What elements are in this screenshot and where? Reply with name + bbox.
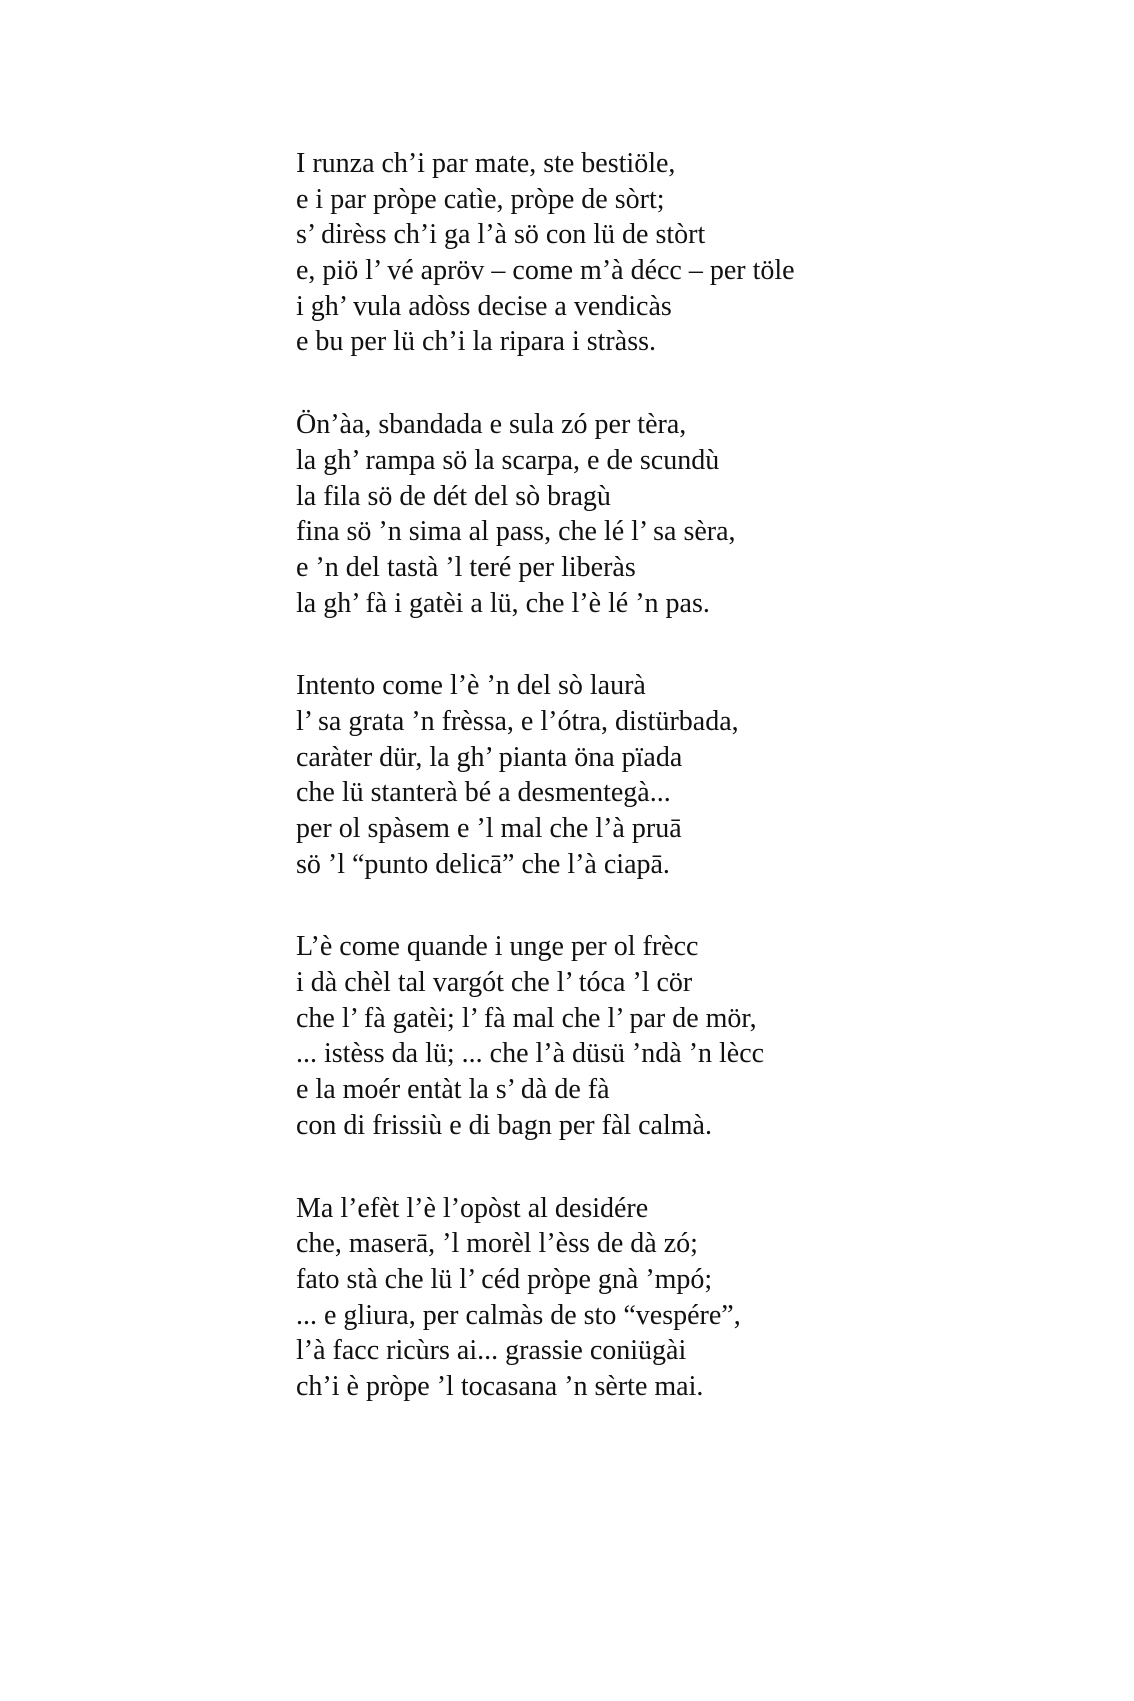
poem-line: e ’n del tastà ’l teré per liberàs bbox=[296, 551, 636, 583]
poem-line: Intento come l’è ’n del sò laurà bbox=[296, 670, 646, 702]
poem-line: s’ dirèss ch’i ga l’à sö con lü de stòrt bbox=[296, 219, 706, 251]
stanza-2 bbox=[296, 407, 1096, 621]
poem-line: ... istèss da lü; ... che l’à düsü ’ndà ’n lècc bbox=[296, 1038, 765, 1070]
poem-line: ... e gliura, per calmàs de sto “vespére”, bbox=[296, 1299, 741, 1331]
stanza-5 bbox=[296, 1191, 1096, 1405]
poem-line: e, piö l’ vé apröv – come m’à décc – per töle bbox=[296, 255, 795, 287]
poem-line: ch’i è pròpe ’l tocasana ’n sèrte mai. bbox=[296, 1370, 704, 1402]
poem-line: e la moér entàt la s’ dà de fà bbox=[296, 1074, 610, 1106]
poem-line: Ma l’efèt l’è l’opòst al desidére bbox=[296, 1192, 649, 1224]
poem-line: e i par pròpe catìe, pròpe de sòrt; bbox=[296, 183, 665, 215]
poem-line: I runza ch’i par mate, ste bestiöle, bbox=[296, 148, 676, 179]
stanza-3 bbox=[296, 668, 1096, 882]
stanza-1 bbox=[296, 146, 1096, 360]
stanza-4 bbox=[296, 929, 1096, 1143]
poem-line: che lü stanterà bé a desmentegà... bbox=[296, 777, 671, 809]
poem-line: i dà chèl tal vargót che l’ tóca ’l cör bbox=[296, 967, 693, 999]
poem-line: con di frissiù e di bagn per fàl calmà. bbox=[296, 1109, 712, 1141]
poem-line: sö ’l “punto delicā” che l’à ciapā. bbox=[296, 848, 670, 880]
poem-line: Ön’àa, sbandada e sula zó per tèra, bbox=[296, 409, 687, 441]
poem-line: la gh’ rampa sö la scarpa, e de scundù bbox=[296, 444, 720, 476]
poem-line: caràter dür, la gh’ pianta öna pïada bbox=[296, 741, 683, 773]
poem-line: fina sö ’n sima al pass, che lé l’ sa sèra, bbox=[296, 516, 736, 548]
poem bbox=[296, 146, 1096, 1452]
poem-line: L’è come quande i unge per ol frècc bbox=[296, 931, 699, 963]
poem-line: fato stà che lü l’ céd pròpe gnà ’mpó; bbox=[296, 1263, 713, 1295]
poem-line: la fila sö de dét del sò bragù bbox=[296, 480, 611, 512]
poem-line: che, maserā, ’l morèl l’èss de dà zó; bbox=[296, 1228, 698, 1260]
poem-line: la gh’ fà i gatèi a lü, che l’è lé ’n pas. bbox=[296, 587, 710, 619]
poem-line: che l’ fà gatèi; l’ fà mal che l’ par de mör, bbox=[296, 1002, 757, 1034]
poem-line: l’à facc ricùrs ai... grassie coniügài bbox=[296, 1335, 687, 1367]
poem-line: l’ sa grata ’n frèssa, e l’ótra, distürbada, bbox=[296, 705, 739, 737]
poem-line: i gh’ vula adòss decise a vendicàs bbox=[296, 290, 672, 322]
poem-line: e bu per lü ch’i la ripara i stràss. bbox=[296, 326, 656, 358]
poem-line: per ol spàsem e ’l mal che l’à pruā bbox=[296, 813, 682, 844]
